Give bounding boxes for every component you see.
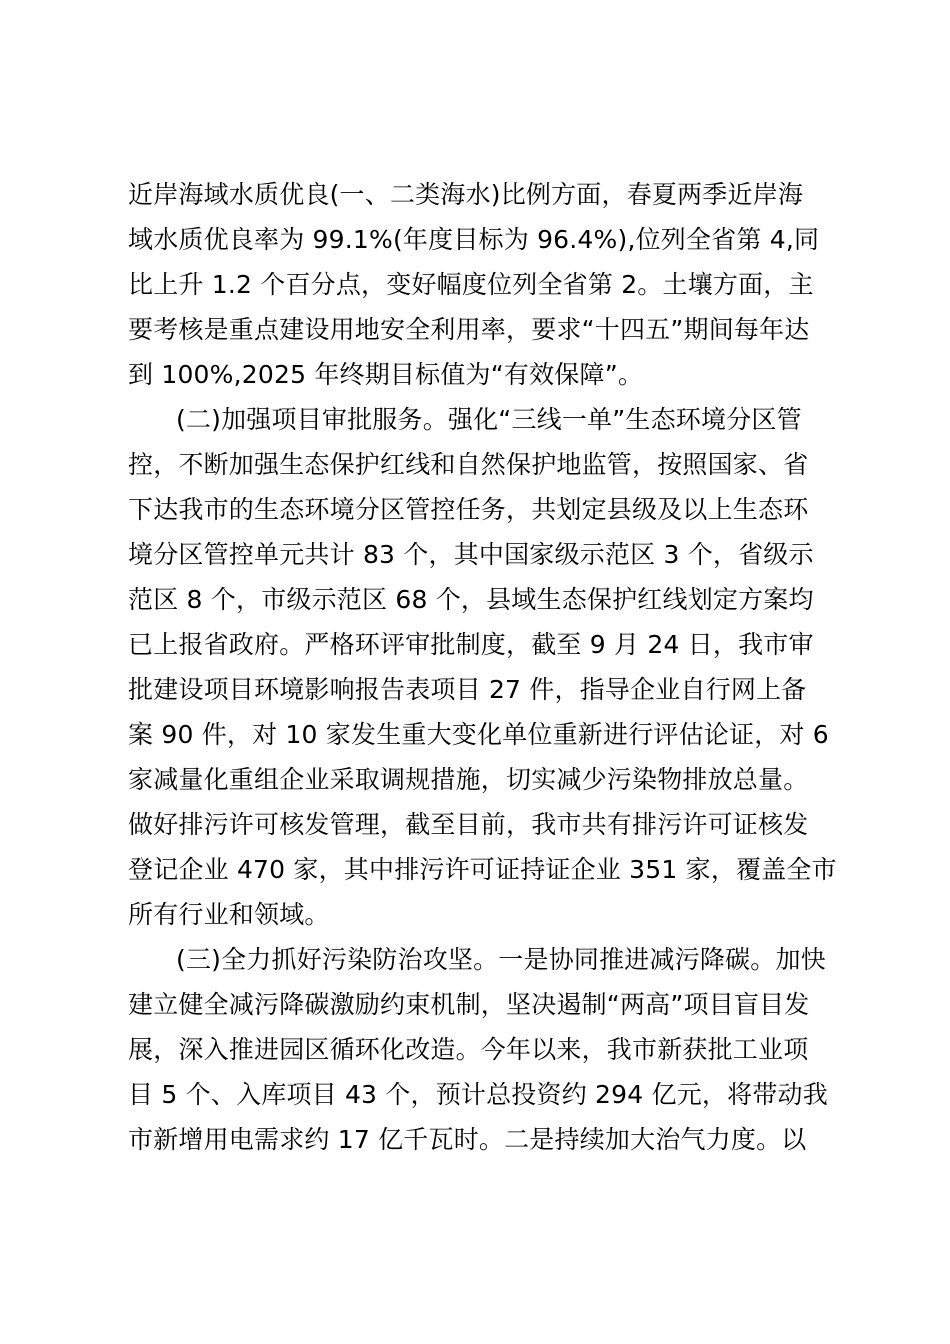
text-line: 案 90 件，对 10 家发生重大变化单位重新进行评估论证，对 6 <box>128 720 829 749</box>
paragraph-2-heading-line: (二)加强项目审批服务。强化“三线一单”生态环境分区管 <box>176 405 802 434</box>
document-body <box>128 172 838 1162</box>
text-line: 近岸海域水质优良(一、二类海水)比例方面，春夏两季近岸海 <box>128 180 804 209</box>
text-line: 批建设项目环境影响报告表项目 27 件，指导企业自行网上备 <box>128 675 807 704</box>
text-line: 要考核是重点建设用地安全利用率，要求“十四五”期间每年达 <box>128 315 810 344</box>
text-line: 比上升 1.2 个百分点，变好幅度位列全省第 2。土壤方面，主 <box>128 270 814 299</box>
text-line: 范区 8 个，市级示范区 68 个，县域生态保护红线划定方案均 <box>128 585 814 614</box>
text-line: 已上报省政府。严格环评审批制度，截至 9 月 24 日，我市审 <box>128 630 814 659</box>
text-line: 建立健全减污降碳激励约束机制，坚决遏制“两高”项目盲目发 <box>128 990 810 1019</box>
paragraph-3-heading-line: (三)全力抓好污染防治攻坚。一是协同推进减污降碳。加快 <box>176 945 826 974</box>
text-line: 市新增用电需求约 17 亿千瓦时。二是持续加大治气力度。以 <box>128 1125 807 1154</box>
text-line: 目 5 个、入库项目 43 个，预计总投资约 294 亿元，将带动我 <box>128 1080 828 1109</box>
text-line: 家减量化重组企业采取调规措施，切实减少污染物排放总量。 <box>128 765 809 794</box>
text-line: 境分区管控单元共计 83 个，其中国家级示范区 3 个，省级示 <box>128 540 814 569</box>
text-line: 到 100%,2025 年终期目标值为“有效保障”。 <box>128 360 644 389</box>
text-line: 登记企业 470 家，其中排污许可证持证企业 351 家，覆盖全市 <box>128 855 837 884</box>
text-line: 展，深入推进园区循环化改造。今年以来，我市新获批工业项 <box>128 1035 809 1064</box>
text-line: 下达我市的生态环境分区管控任务，共划定县级及以上生态环 <box>128 495 809 524</box>
text-line: 所有行业和领域。 <box>128 900 330 929</box>
text-line: 控，不断加强生态保护红线和自然保护地监管，按照国家、省 <box>128 450 809 479</box>
text-line: 域水质优良率为 99.1%(年度目标为 96.4%),位列全省第 4,同 <box>128 225 820 254</box>
text-line: 做好排污许可核发管理，截至目前，我市共有排污许可证核发 <box>128 810 809 839</box>
